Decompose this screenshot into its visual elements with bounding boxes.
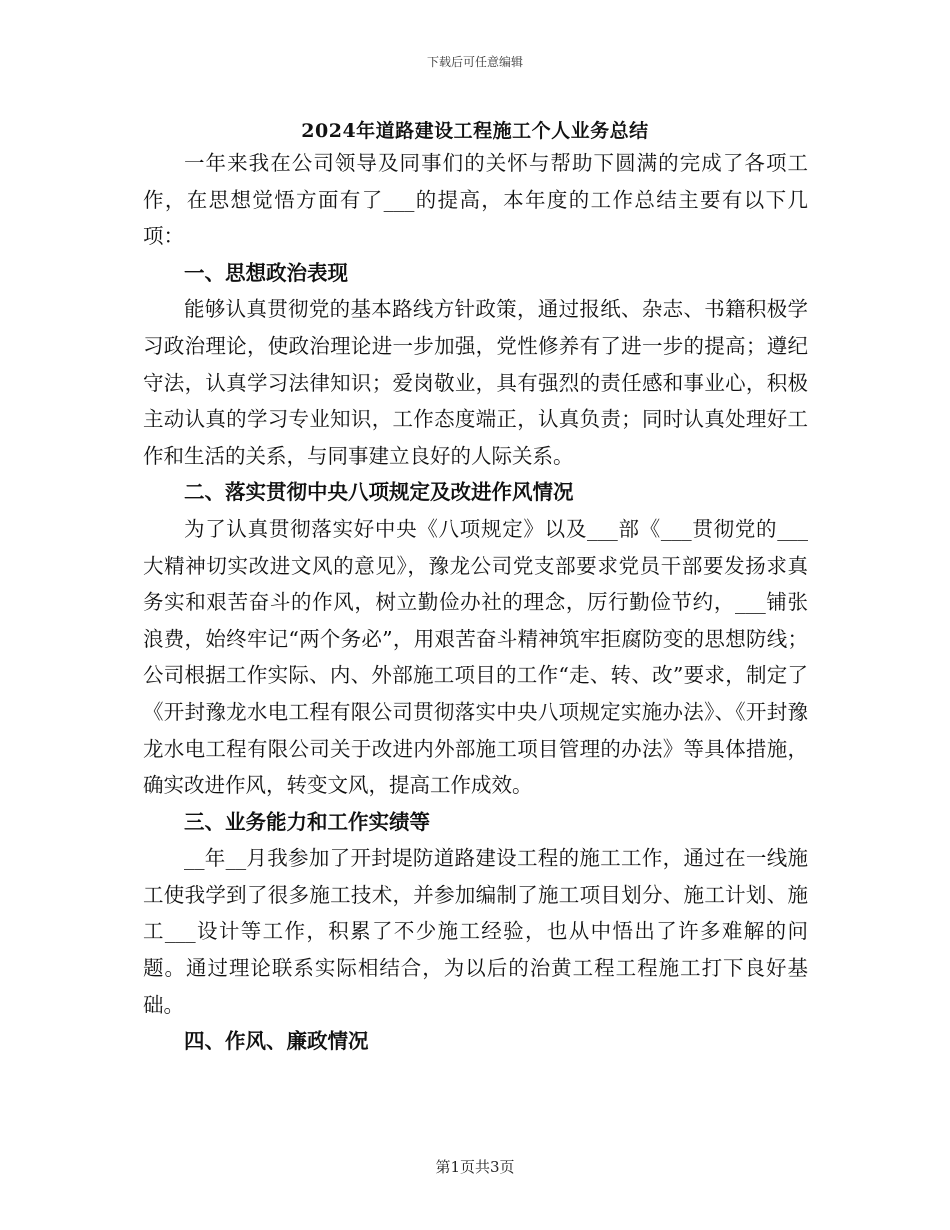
page-number-footer: 第1页共3页 [435,1158,515,1176]
document-title: 2024年道路建设工程施工个人业务总结 [301,120,649,142]
document-body [143,145,808,1060]
section-body-2: 为了认真贯彻落实好中央《八项规定》以及___部《___贯彻党的___大精神切实改进文风的意见》，豫龙公司党支部要求党员干部要发扬求真务实和艰苦奋斗的作风，树立勤俭办社的理念，厉行勤俭节约，___铺张浪费，始终牢记“两个务必”，用艰苦奋斗精神筑牢拒腐防变的思想防线；公司根据工作实际、内、外部施工项目的工作“走、转、改”要求，制定了《开封豫龙水电工程有限公司贯彻落实中央八项规定实施办法》、《开封豫龙水电工程有限公司关于改进内外部施工项目管理的办法》等具体措施，确实改进作风，转变文风，提高工作成效。 [143,516,808,798]
section-heading-1: 一、思想政治表现 [184,260,348,285]
section-body-3: __年__月我参加了开封堤防道路建设工程的施工工作，通过在一线施工使我学到了很多施工技术，并参加编制了施工项目划分、施工计划、施工___设计等工作，积累了不少施工经验，也从中悟出了许多难解的问题。通过理论联系实际相结合，为以后的治黄工程工程施工打下良好基础。 [143,846,808,1017]
section-heading-4: 四、作风、廉政情况 [184,1029,369,1054]
intro-paragraph: 一年来我在公司领导及同事们的关怀与帮助下圆满的完成了各项工作，在思想觉悟方面有了___的提高，本年度的工作总结主要有以下几项： [143,151,808,249]
header-note: 下载后可任意编辑 [426,55,523,69]
section-body-1: 能够认真贯彻党的基本路线方针政策，通过报纸、杂志、书籍积极学习政治理论，使政治理论进一步加强，党性修养有了进一步的提高；遵纪守法，认真学习法律知识；爱岗敬业，具有强烈的责任感和事业心，积极主动认真的学习专业知识，工作态度端正，认真负责；同时认真处理好工作和生活的关系，与同事建立良好的人际关系。 [143,297,808,468]
section-heading-2: 二、落实贯彻中央八项规定及改进作风情况 [184,480,574,505]
section-heading-3: 三、业务能力和工作实绩等 [184,809,430,834]
